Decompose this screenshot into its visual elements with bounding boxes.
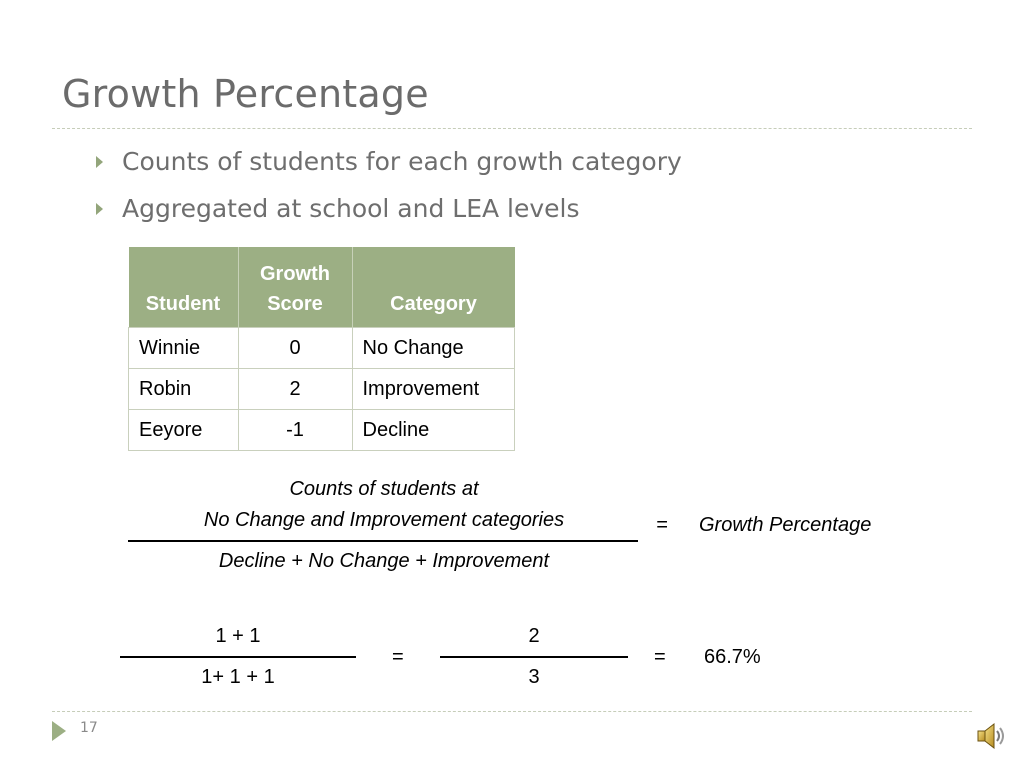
slide-title: Growth Percentage [62, 72, 429, 116]
formula-result: Growth Percentage [699, 514, 872, 536]
formula-numerator-line1: Counts of students at [289, 478, 479, 500]
table-row [129, 410, 515, 451]
example-simplified-denominator: 3 [528, 666, 540, 688]
bullet-triangle-icon [96, 156, 103, 168]
example-simplified-numerator: 2 [528, 625, 540, 647]
table-header-row [129, 247, 515, 328]
cell-category: Decline [352, 410, 515, 451]
example-numerator: 1 + 1 [215, 625, 261, 647]
cell-category: Improvement [352, 369, 515, 410]
header-student: Student [129, 247, 239, 328]
growth-table [128, 247, 515, 451]
bullet-item [92, 191, 682, 238]
example-result: 66.7% [704, 646, 761, 668]
example-fraction-bar [120, 656, 356, 658]
example-equals-1: = [392, 646, 404, 668]
cell-category: No Change [352, 328, 515, 369]
cell-score: -1 [238, 410, 352, 451]
header-category: Category [352, 247, 515, 328]
cell-score: 2 [238, 369, 352, 410]
table-row [129, 328, 515, 369]
bullet-list [92, 144, 682, 238]
bullet-text: Counts of students for each growth category [122, 147, 682, 176]
bullet-triangle-icon [96, 203, 103, 215]
formula-denominator: Decline + No Change + Improvement [218, 550, 550, 572]
formula-numerator-line2: No Change and Improvement categories [203, 509, 565, 531]
formula-equals: = [656, 514, 668, 536]
formula-fraction-bar [128, 540, 638, 542]
speaker-icon[interactable] [974, 718, 1010, 754]
title-divider [52, 128, 972, 129]
example-equals-2: = [654, 646, 666, 668]
cell-student: Robin [129, 369, 239, 410]
table-row [129, 369, 515, 410]
header-growth-score: Growth Score [238, 247, 352, 328]
example-simplified-bar [440, 656, 628, 658]
example-denominator: 1+ 1 + 1 [201, 666, 275, 688]
footer-divider [52, 711, 972, 712]
cell-student: Winnie [129, 328, 239, 369]
cell-score: 0 [238, 328, 352, 369]
nav-arrow-icon[interactable] [52, 721, 66, 741]
bullet-item [92, 144, 682, 191]
bullet-text: Aggregated at school and LEA levels [122, 194, 580, 223]
cell-student: Eeyore [129, 410, 239, 451]
page-number: 17 [80, 720, 98, 736]
